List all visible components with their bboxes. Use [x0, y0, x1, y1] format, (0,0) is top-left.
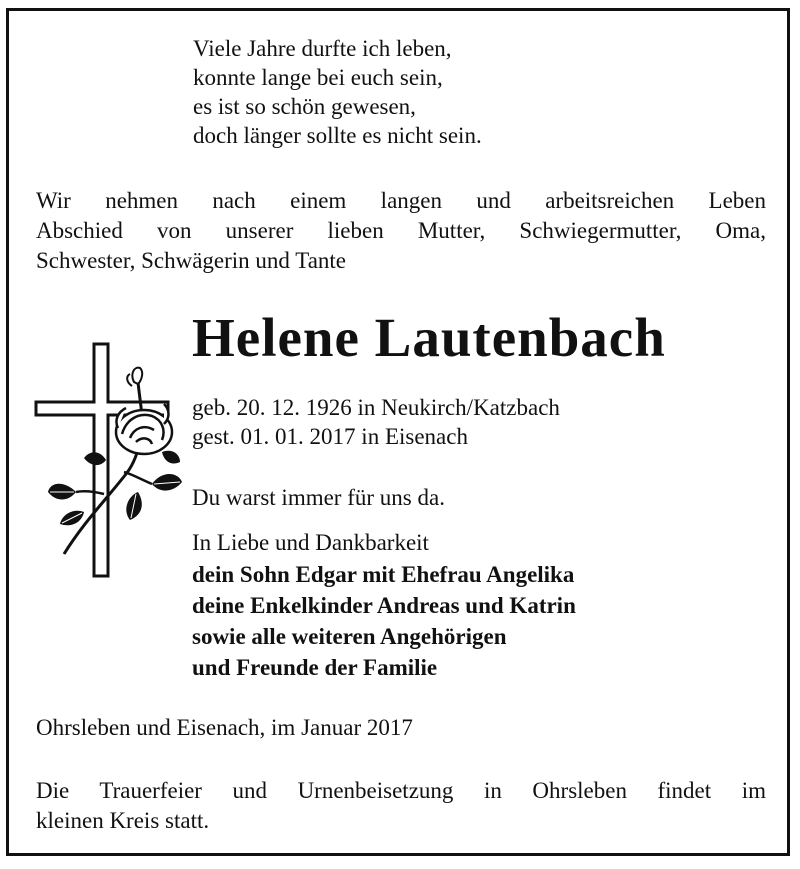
cross-with-rose-icon	[34, 342, 184, 582]
death-info: gest. 01. 01. 2017 in Eisenach	[192, 424, 468, 449]
intro-paragraph-2	[36, 218, 766, 244]
funeral-note-line-2: kleinen Kreis statt.	[36, 808, 210, 833]
poem-line-4: doch länger sollte es nicht sein.	[193, 123, 482, 148]
mourner-line-1: dein Sohn Edgar mit Ehefrau Angelika	[192, 562, 575, 587]
funeral-note-line-1: Die Trauerfeier und Urnenbeisetzung in Ohrsleben findet im	[36, 778, 766, 803]
intro-paragraph	[36, 188, 766, 214]
poem-line-2: konnte lange bei euch sein,	[193, 65, 443, 90]
mourners-intro: In Liebe und Dankbarkeit	[192, 530, 429, 555]
mourner-line-4: und Freunde der Familie	[192, 655, 438, 680]
intro-line-2: Abschied von unserer lieben Mutter, Schwiegermutter, Oma,	[36, 218, 766, 243]
deceased-name: Helene Lautenbach	[192, 307, 666, 368]
birth-info: geb. 20. 12. 1926 in Neukirch/Katzbach	[192, 395, 560, 420]
intro-line-1: Wir nehmen nach einem langen und arbeitsreichen Leben	[36, 188, 766, 213]
place-date: Ohrsleben und Eisenach, im Januar 2017	[36, 715, 413, 740]
poem-line-1: Viele Jahre durfte ich leben,	[193, 36, 452, 61]
funeral-note	[36, 778, 766, 804]
intro-line-3: Schwester, Schwägerin und Tante	[36, 248, 347, 273]
mourner-line-2: deine Enkelkinder Andreas und Katrin	[192, 593, 576, 618]
poem-line-3: es ist so schön gewesen,	[193, 94, 416, 119]
mourner-line-3: sowie alle weiteren Angehörigen	[192, 624, 507, 649]
tribute-text: Du warst immer für uns da.	[192, 485, 445, 510]
